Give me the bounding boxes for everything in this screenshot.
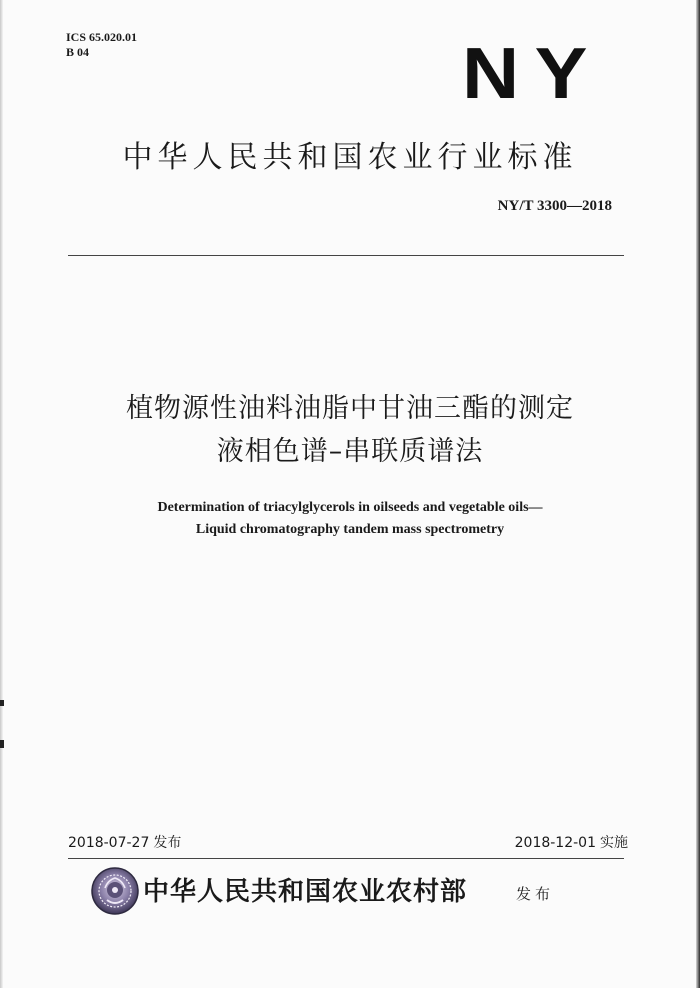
standard-number: NY/T 3300—2018 bbox=[497, 198, 612, 214]
title-cn-line2: 液相色谱–串联质谱法 bbox=[216, 436, 484, 467]
header-divider bbox=[68, 255, 624, 256]
title-cn-line1: 植物源性油料油脂中甘油三酯的测定 bbox=[126, 393, 574, 424]
standard-category-title: 中华人民共和国农业行业标准 bbox=[122, 140, 578, 175]
issue-date bbox=[68, 834, 181, 852]
title-en-line2: Liquid chromatography tandem mass spectrometry bbox=[195, 522, 505, 537]
scan-mark bbox=[0, 700, 4, 706]
title-en-line1: Determination of triacylglycerols in oilseeds and vegetable oils— bbox=[157, 500, 543, 515]
implementation-date bbox=[515, 834, 628, 852]
ny-logo: NY bbox=[462, 34, 603, 114]
issue-label: 发布 bbox=[153, 835, 182, 851]
ics-code: ICS 65.020.01 bbox=[66, 30, 138, 44]
implementation-label: 实施 bbox=[600, 835, 628, 851]
scan-mark bbox=[0, 740, 4, 748]
implementation-date-value: 2018-12-01 bbox=[514, 835, 596, 851]
ccs-code: B 04 bbox=[66, 45, 90, 59]
national-emblem-icon bbox=[90, 866, 140, 916]
footer-divider bbox=[68, 858, 624, 859]
issuing-authority: 中华人民共和国农业农村部 bbox=[143, 877, 468, 907]
issue-date-value: 2018-07-27 bbox=[68, 835, 150, 851]
issuer-action: 发布 bbox=[516, 885, 555, 903]
